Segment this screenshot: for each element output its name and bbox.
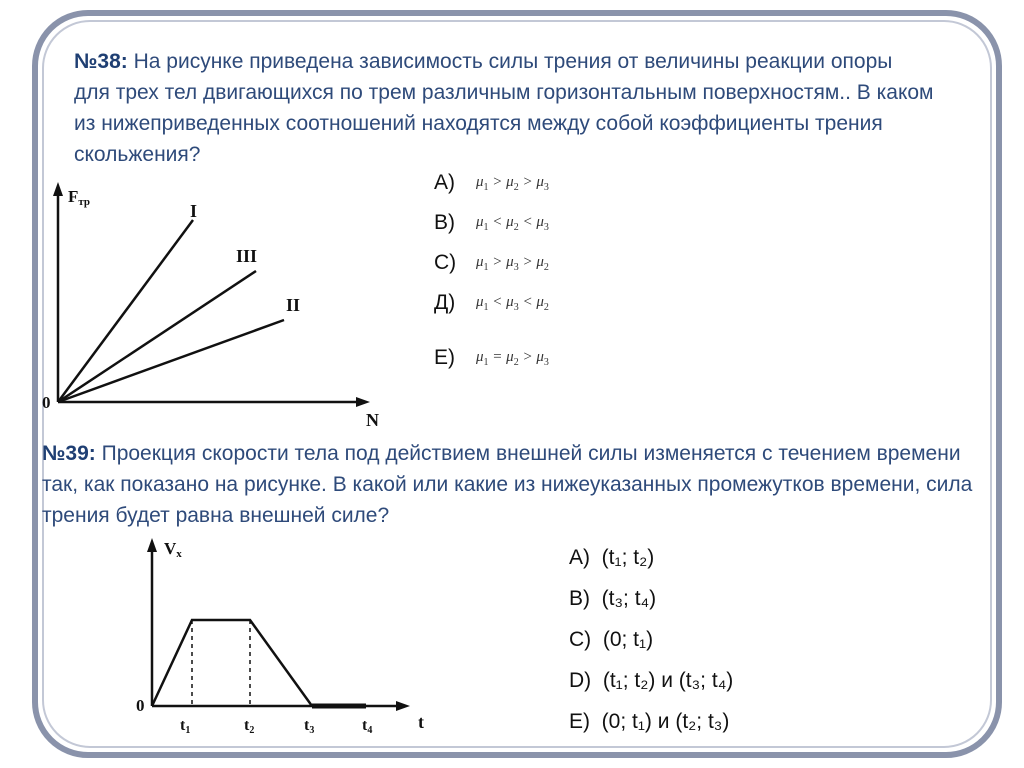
- q39-option-a[interactable]: A) (t₁; t₂): [569, 546, 655, 569]
- q38-option-e-formula[interactable]: $\mu_1 = \mu_2 > \mu_3$: [476, 349, 549, 368]
- graph38-x-label: N: [366, 410, 379, 430]
- velocity-graph: [130, 534, 440, 740]
- question-39-number: №39:: [42, 442, 96, 465]
- q38-option-b-label[interactable]: B): [434, 211, 455, 234]
- question-39-text: [42, 438, 977, 531]
- graph39-velocity-curve: [152, 620, 312, 706]
- q38-option-b-formula[interactable]: $\mu_1 < \mu_2 < \mu_3$: [476, 214, 549, 233]
- graph39-x-label: t: [418, 712, 424, 732]
- q38-option-c-label[interactable]: C): [434, 251, 457, 274]
- graph38-x-arrow: [356, 397, 370, 407]
- graph38-line-II: [58, 320, 284, 402]
- graph38-label-II: II: [286, 295, 301, 315]
- graph38-y-label: Fтр: [68, 187, 91, 208]
- graph38-line-III: [58, 271, 256, 402]
- graph38-label-III: III: [236, 246, 258, 266]
- q39-option-c[interactable]: C) (0; t₁): [569, 628, 654, 651]
- q38-option-e-label[interactable]: E): [434, 346, 455, 369]
- graph39-tick-t4: t4: [362, 717, 373, 736]
- graph39-y-label: Vx: [164, 539, 182, 560]
- graph38-y-arrow: [53, 182, 63, 196]
- q39-option-d[interactable]: D) (t₁; t₂) и (t₃; t₄): [569, 669, 734, 692]
- q38-option-d-formula[interactable]: $\mu_1 < \mu_3 < \mu_2$: [476, 294, 549, 313]
- q38-option-c-formula[interactable]: $\mu_1 > \mu_3 > \mu_2$: [476, 254, 549, 273]
- graph39-x-arrow: [396, 701, 410, 711]
- graph39-tick-t2: t2: [244, 717, 255, 736]
- question-38-body: На рисунке приведена зависимость силы трения от величины реакции опоры для трех тел двигающихся по трем различным горизонтальным поверхностям.. В каком из нижеприведенных соотношений находятся между собой коэффициенты трения скольжения?: [74, 50, 934, 166]
- graph39-tick-t1: t1: [180, 717, 191, 736]
- q38-option-a-formula[interactable]: $\mu_1 > \mu_2 > \mu_3$: [476, 174, 549, 193]
- graph38-origin: 0: [42, 393, 51, 412]
- graph39-origin: 0: [136, 696, 145, 715]
- q39-option-b[interactable]: B) (t₃; t₄): [569, 587, 657, 610]
- graph39-y-arrow: [147, 538, 157, 552]
- q38-option-d-label[interactable]: Д): [434, 291, 456, 314]
- friction-force-graph: [30, 178, 400, 430]
- graph38-label-I: I: [190, 201, 198, 221]
- question-38-text: [74, 46, 934, 170]
- graph39-tick-t3: t3: [304, 717, 315, 736]
- question-38-number: №38:: [74, 50, 128, 73]
- q39-option-e[interactable]: E) (0; t₁) и (t₂; t₃): [569, 710, 730, 733]
- q38-option-a-label[interactable]: A): [434, 171, 455, 194]
- graph38-line-I: [58, 220, 193, 402]
- question-39-body: Проекция скорости тела под действием внешней силы изменяется с течением времени так, как показано на рисунке. В какой или какие из нижеуказанных промежутков времени, сила трения будет равна внешней силе?: [42, 442, 973, 527]
